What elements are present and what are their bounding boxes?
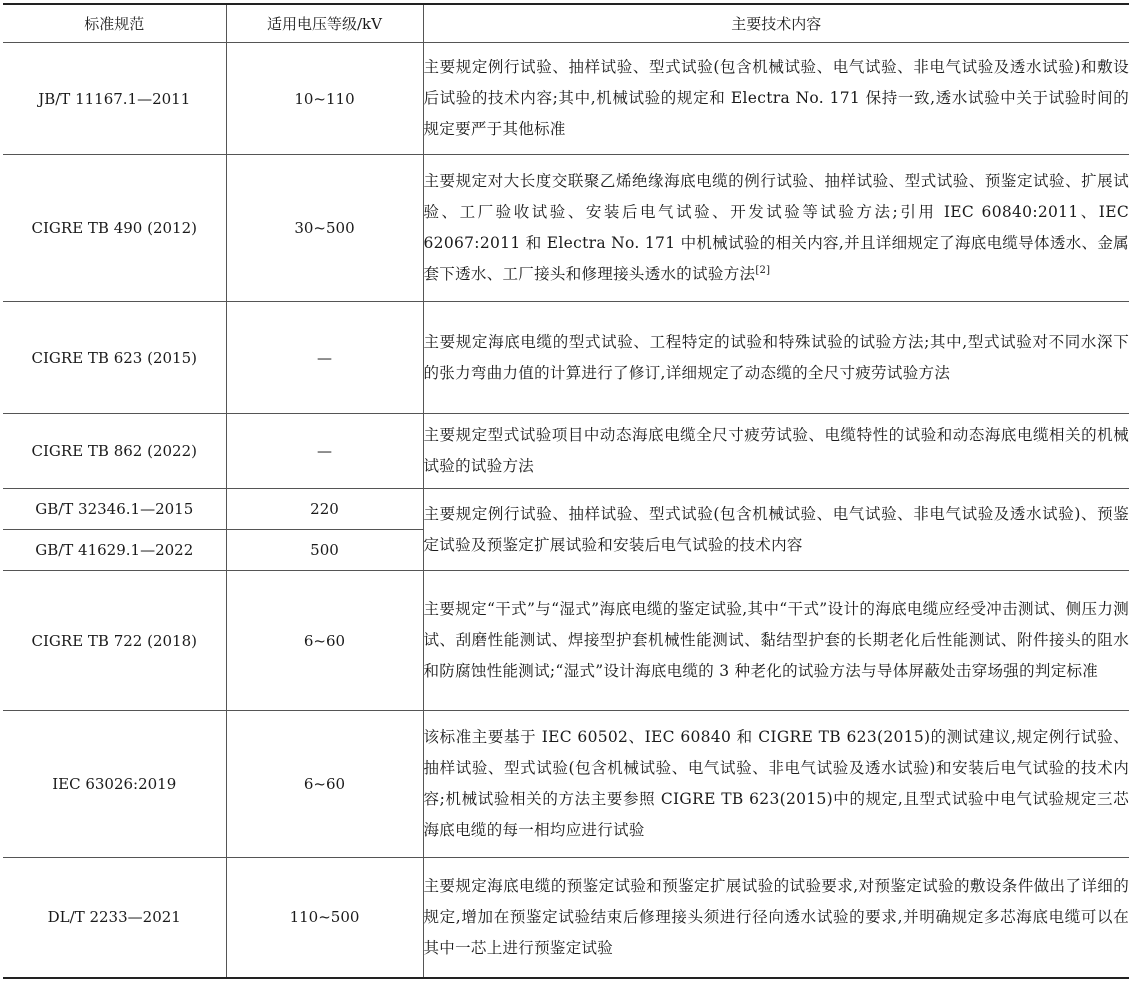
table-row [3,155,1129,302]
content-cell [423,155,1129,302]
standard-cell: CIGRE TB 623 (2015) [3,302,226,414]
content-cell: 主要规定型式试验项目中动态海底电缆全尺寸疲劳试验、电缆特性的试验和动态海底电缆相关的机械试验的试验方法 [423,414,1129,489]
standard-cell: DL/T 2233—2021 [3,858,226,978]
voltage-cell: — [226,414,423,489]
content-cell: 该标准主要基于 IEC 60502、IEC 60840 和 CIGRE TB 623(2015)的测试建议,规定例行试验、抽样试验、型式试验(包含机械试验、电气试验、非电气试验及透水试验)和安装后电气试验的技术内容;机械试验相关的方法主要参照 CIGRE TB 623(2015)中的规定,且型式试验中电气试验规定三芯海底电缆的每一相均应进行试验 [423,711,1129,858]
content-cell: 主要规定例行试验、抽样试验、型式试验(包含机械试验、电气试验、非电气试验及透水试验)和敷设后试验的技术内容;其中,机械试验的规定和 Electra No. 171 保持一致,透水试验中关于试验时间的规定要严于其他标准 [423,43,1129,155]
voltage-cell: 110~500 [226,858,423,978]
standards-table [3,3,1129,979]
voltage-cell: 220 [226,489,423,530]
content-cell: 主要规定“干式”与“湿式”海底电缆的鉴定试验,其中“干式”设计的海底电缆应经受冲击测试、侧压力测试、刮磨性能测试、焊接型护套机械性能测试、黏结型护套的长期老化后性能测试、附件接头的阻水和防腐蚀性能测试;“湿式”设计海底电缆的 3 种老化的试验方法与导体屏蔽处击穿场强的判定标准 [423,571,1129,711]
voltage-cell: 30~500 [226,155,423,302]
voltage-cell: 10~110 [226,43,423,155]
table-row [3,571,1129,711]
header-content: 主要技术内容 [423,4,1129,43]
content-cell: 主要规定海底电缆的型式试验、工程特定的试验和特殊试验的试验方法;其中,型式试验对不同水深下的张力弯曲力值的计算进行了修订,详细规定了动态缆的全尺寸疲劳试验方法 [423,302,1129,414]
table-row [3,489,1129,530]
header-standard: 标准规范 [3,4,226,43]
standard-cell: IEC 63026:2019 [3,711,226,858]
citation-ref: [2] [755,265,771,276]
header-voltage: 适用电压等级/kV [226,4,423,43]
standard-cell: CIGRE TB 862 (2022) [3,414,226,489]
voltage-cell: 500 [226,530,423,571]
content-cell: 主要规定例行试验、抽样试验、型式试验(包含机械试验、电气试验、非电气试验及透水试验)、预鉴定试验及预鉴定扩展试验和安装后电气试验的技术内容 [423,489,1129,571]
standard-cell: GB/T 32346.1—2015 [3,489,226,530]
table-row [3,302,1129,414]
table-row [3,711,1129,858]
content-text: 主要规定对大长度交联聚乙烯绝缘海底电缆的例行试验、抽样试验、型式试验、预鉴定试验、扩展试验、工厂验收试验、安装后电气试验、开发试验等试验方法;引用 IEC 60840:2011、IEC 62067:2011 和 Electra No. 171 中机械试验的相关内容,并且详细规定了海底电缆导体透水、金属套下透水、工厂接头和修理接头透水的试验方法 [423,172,1129,283]
voltage-cell: 6~60 [226,571,423,711]
table-row [3,43,1129,155]
standard-cell: JB/T 11167.1—2011 [3,43,226,155]
voltage-cell: 6~60 [226,711,423,858]
table-row [3,414,1129,489]
voltage-cell: — [226,302,423,414]
table-row [3,858,1129,978]
table-header-row [3,4,1129,43]
standard-cell: CIGRE TB 490 (2012) [3,155,226,302]
standard-cell: GB/T 41629.1—2022 [3,530,226,571]
content-cell: 主要规定海底电缆的预鉴定试验和预鉴定扩展试验的试验要求,对预鉴定试验的敷设条件做出了详细的规定,增加在预鉴定试验结束后修理接头须进行径向透水试验的要求,并明确规定多芯海底电缆可以在其中一芯上进行预鉴定试验 [423,858,1129,978]
standard-cell: CIGRE TB 722 (2018) [3,571,226,711]
